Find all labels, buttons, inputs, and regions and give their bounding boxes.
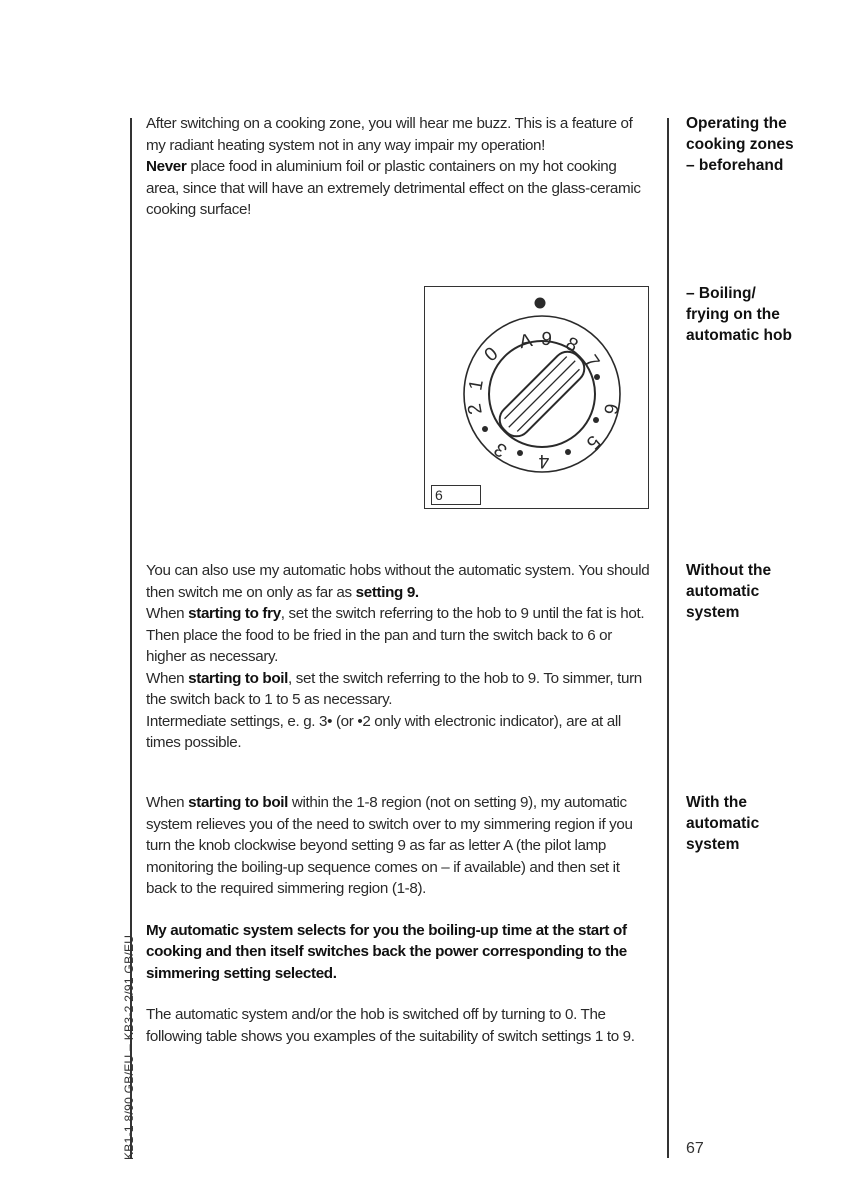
text-run: When bbox=[146, 669, 189, 687]
without-section bbox=[146, 560, 652, 754]
text-run: Intermediate settings, e. g. 3• (or •2 only with electronic indicator), are at all times possible. bbox=[146, 712, 621, 751]
heading-with bbox=[686, 792, 826, 855]
bold-run: starting to fry bbox=[188, 605, 281, 622]
heading-line: automatic hob bbox=[686, 327, 792, 344]
text-run: within the 1-8 region (not on setting 9), my automatic system relieves you of the need to switch over to my simmering region if you turn the knob clockwise beyond setting 9 as far as letter A (the pilot lamp monitoring the boiling-up sequence comes on – if available) and then set it back to the required simmering region (1-8). bbox=[146, 794, 633, 897]
text-run: You can also use my automatic hobs without the automatic system. You should then switch me on only as far as bbox=[146, 562, 650, 601]
dial-figure bbox=[424, 286, 649, 509]
dial-dot bbox=[482, 426, 488, 432]
intro-paragraph-2-rest: place food in aluminium foil or plastic containers on my hot cooking area, since that will have an extremely detrimental effect on the glass-ceramic cooking surface! bbox=[146, 158, 641, 218]
intro-paragraph-2 bbox=[146, 156, 652, 221]
heading-line: Without the bbox=[686, 562, 772, 579]
intro-section bbox=[146, 113, 652, 221]
dial-mark: 6 bbox=[599, 401, 622, 416]
heading-line: system bbox=[686, 604, 740, 621]
heading-operating bbox=[686, 113, 826, 176]
document-code: KB1-1 8/90 GB/EU – KB3-2 2/91 GB/EU bbox=[122, 934, 136, 1160]
never-bold: Never bbox=[146, 158, 187, 175]
heading-line: automatic bbox=[686, 583, 760, 600]
dial-dot bbox=[517, 450, 523, 456]
knob-grip bbox=[494, 346, 590, 442]
dial-mark: 8 bbox=[561, 333, 582, 357]
with-section bbox=[146, 792, 652, 1047]
with-bold-paragraph: My automatic system selects for you the boiling-up time at the start of cooking and then itself switches back the power corresponding to the simmering setting selected. bbox=[146, 921, 627, 982]
heading-without bbox=[686, 560, 826, 623]
without-paragraph bbox=[146, 560, 652, 754]
heading-line: – Boiling/ bbox=[686, 285, 756, 302]
heading-line: automatic bbox=[686, 815, 760, 832]
text-run: , set the switch referring to the hob to 9 until the fat is hot. Then place the food to be fried in the pan and turn the switch back to 6 or higher as necessary. bbox=[146, 605, 645, 665]
heading-line: cooking zones bbox=[686, 136, 794, 153]
indicator-dot-icon bbox=[535, 298, 546, 309]
dial-dot bbox=[593, 417, 599, 423]
dial-dot bbox=[594, 374, 600, 380]
column-divider-rule bbox=[667, 118, 669, 1158]
dial-mark: 5 bbox=[581, 430, 605, 454]
heading-line: frying on the bbox=[686, 306, 780, 323]
with-paragraph-1 bbox=[146, 792, 652, 900]
control-knob-icon bbox=[425, 287, 650, 510]
heading-line: With the bbox=[686, 794, 747, 811]
dial-mark: 9 bbox=[540, 328, 553, 351]
dial-mark: 1 bbox=[465, 378, 488, 393]
with-paragraph-3: The automatic system and/or the hob is switched off by turning to 0. The following table shows you examples of the suitability of switch settings 1 to 9. bbox=[146, 1006, 635, 1045]
text-run: When bbox=[146, 605, 189, 622]
bold-run: starting to boil bbox=[188, 669, 289, 687]
intro-paragraph-1: After switching on a cooking zone, you will hear me buzz. This is a feature of my radiant heating system not in any way impair my operation! bbox=[146, 115, 633, 154]
dial-mark: 4 bbox=[538, 450, 550, 471]
page-number: 67 bbox=[686, 1140, 704, 1157]
dial-mark: 2 bbox=[464, 401, 487, 416]
heading-line: – beforehand bbox=[686, 157, 784, 174]
heading-line: system bbox=[686, 836, 740, 853]
dial-dot bbox=[565, 449, 571, 455]
heading-boiling bbox=[686, 283, 826, 346]
text-run: When bbox=[146, 794, 189, 811]
figure-number-label: 6 bbox=[431, 485, 481, 505]
bold-run: starting to boil bbox=[188, 794, 289, 811]
bold-run: setting 9. bbox=[355, 583, 419, 601]
text-run: , set the switch referring to the hob to 9. To simmer, turn the switch back to 1 to 5 as necessary. bbox=[146, 669, 642, 708]
dial-mark: 3 bbox=[490, 437, 512, 462]
dial-mark: 7 bbox=[579, 351, 604, 373]
dial-mark: A bbox=[517, 330, 535, 354]
dial-mark: 0 bbox=[480, 343, 503, 367]
heading-line: Operating the bbox=[686, 115, 787, 132]
